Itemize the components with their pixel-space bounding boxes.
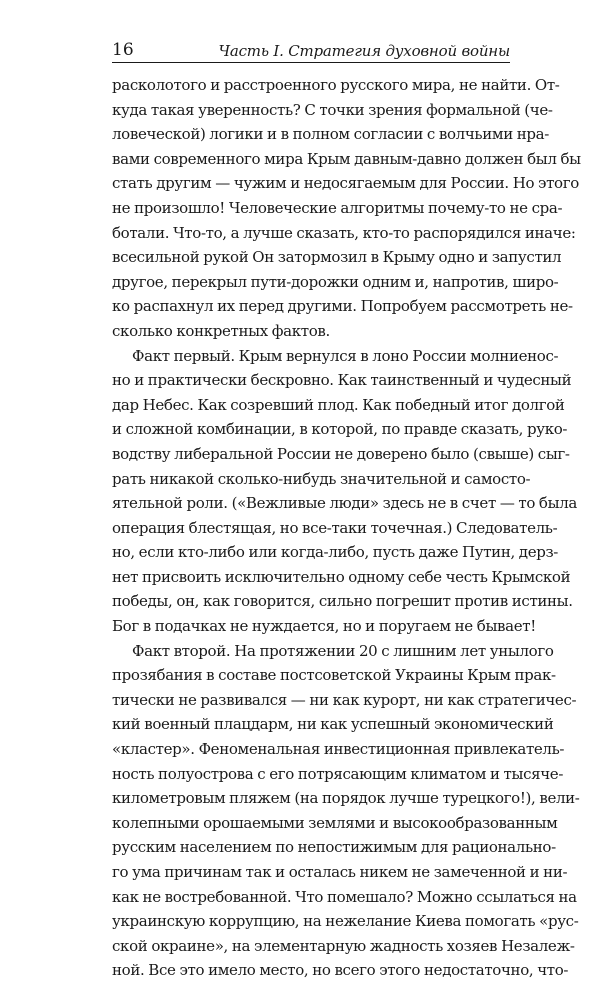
text-line: победы, он, как говорится, сильно погрешит против истины. xyxy=(112,592,573,611)
text-line: стать другим — чужим и недосягаемым для России. Но этого xyxy=(112,174,579,193)
text-line: ской окраине», на элементарную жадность хозяев Незалеж- xyxy=(112,936,575,955)
text-line: другое, перекрыл пути-дорожки одним и, напротив, широ- xyxy=(112,272,559,291)
text-line: операция блестящая, но все-таки точечная.) Следователь- xyxy=(112,518,558,537)
text-line: Факт первый. Крым вернулся в лоно России молниенос- xyxy=(132,346,559,365)
text-line: вами современного мира Крым давным-давно должен был бы xyxy=(112,149,581,168)
text-line: кий военный плацдарм, ни как успешный экономический xyxy=(112,715,554,734)
text-line: не произошло! Человеческие алгоритмы почему-то не сра- xyxy=(112,198,563,217)
text-line: ко распахнул их перед другими. Попробуем рассмотреть не- xyxy=(112,297,573,316)
text-line: сколько конкретных фактов. xyxy=(112,321,330,340)
text-line: Факт второй. На протяжении 20 с лишним лет унылого xyxy=(132,641,554,660)
text-line: ятельной роли. («Вежливые люди» здесь не в счет — то была xyxy=(112,494,577,513)
text-line: тически не развивался — ни как курорт, ни как стратегичес- xyxy=(112,690,577,709)
text-line: и сложной комбинации, в которой, по правде сказать, руко- xyxy=(112,420,568,439)
text-line: украинскую коррупцию, на нежелание Киева помогать «рус- xyxy=(112,912,579,931)
text-line: нет присвоить исключительно одному себе честь Крымской xyxy=(112,567,571,586)
text-line: го ума причинам так и осталась никем не замеченной и ни- xyxy=(112,863,568,881)
text-line: ной. Все это имело место, но всего этого недостаточно, что- xyxy=(112,961,569,980)
text-line: рать никакой сколько-нибудь значительной и самосто- xyxy=(112,469,531,488)
text-line: водству либеральной России не доверено было (свыше) сыг- xyxy=(112,444,570,463)
text-line: километровым пляжем (на порядок лучше турецкого!), вели- xyxy=(112,789,580,808)
text-line: русским населением по непостижимым для рационально- xyxy=(112,838,556,857)
text-line: Бог в подачках не нуждается, но и поругаем не бывает! xyxy=(112,617,536,636)
text-line: колепными орошаемыми землями и высокообразованным xyxy=(112,813,558,832)
text-line: прозябания в составе постсоветской Украины Крым прак- xyxy=(112,666,556,685)
running-header xyxy=(112,40,510,63)
text-line: «кластер». Феноменальная инвестиционная привлекатель- xyxy=(112,740,565,759)
body-text xyxy=(112,73,581,983)
text-line: но и практически бескровно. Как таинственный и чудесный xyxy=(112,371,572,390)
text-line: ность полуострова с его потрясающим климатом и тысяче- xyxy=(112,764,564,783)
text-line: как не востребованной. Что помешало? Можно ссылаться на xyxy=(112,887,577,906)
running-title: Часть I. Стратегия духовной войны xyxy=(218,42,510,60)
text-line: ловеческой) логики и в полном согласии с волчьими нра- xyxy=(112,125,549,144)
page-number: 16 xyxy=(112,40,134,60)
text-line: но, если кто-либо или когда-либо, пусть даже Путин, дерз- xyxy=(112,543,559,562)
text-line: расколотого и расстроенного русского мира, не найти. От- xyxy=(112,76,560,94)
text-line: всесильной рукой Он затормозил в Крыму одно и запустил xyxy=(112,248,562,267)
text-line: ботали. Что-то, а лучше сказать, кто-то распорядился иначе: xyxy=(112,223,576,242)
text-line: куда такая уверенность? С точки зрения формальной (че- xyxy=(112,100,553,119)
text-line: дар Небес. Как созревший плод. Как победный итог долгой xyxy=(112,395,565,414)
